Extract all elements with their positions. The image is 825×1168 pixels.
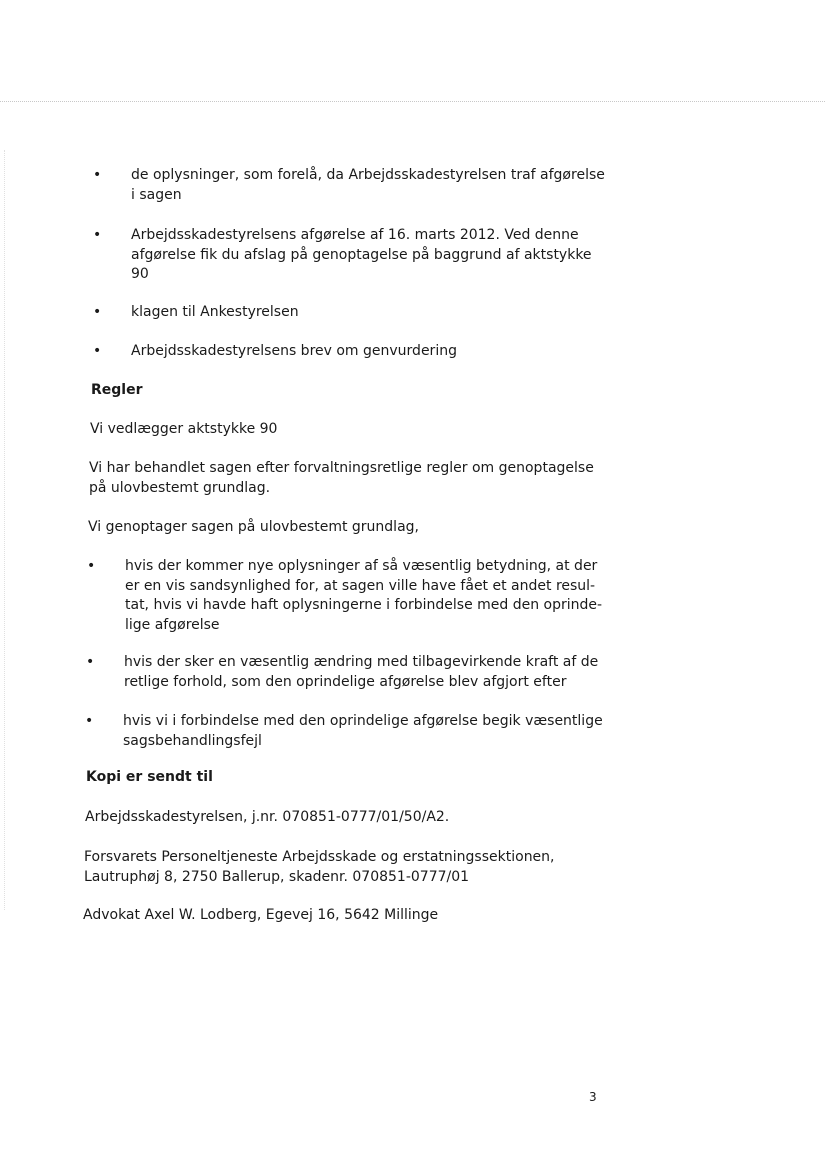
- bullet-marker: •: [87, 558, 96, 574]
- paragraph: Vi vedlægger aktstykke 90: [90, 421, 278, 437]
- section-heading-kopi: Kopi er sendt til: [86, 769, 213, 785]
- list-item: Arbejdsskadestyrelsens afgørelse af 16. marts 2012. Ved denne afgørelse fik du afslag på genoptagelse på baggrund af aktstykke 90: [131, 227, 592, 282]
- bullet-marker: •: [85, 713, 94, 729]
- list-item: klagen til Ankestyrelsen: [131, 304, 299, 320]
- bullet-marker: •: [93, 167, 102, 183]
- recipient: Advokat Axel W. Lodberg, Egevej 16, 5642 Millinge: [83, 907, 439, 923]
- list-item: hvis der sker en væsentlig ændring med tilbagevirkende kraft af de retlige forhold, som den oprindelige afgørelse blev afgjort efter: [124, 654, 599, 690]
- paragraph: Vi har behandlet sagen efter forvaltningsretlige regler om genoptagelse på ulovbestemt grundlag.: [89, 460, 594, 496]
- bullet-marker: •: [93, 227, 102, 243]
- scan-border-line: [0, 101, 825, 102]
- list-item: de oplysninger, som forelå, da Arbejdsskadestyrelsen traf afgørelse i sagen: [131, 167, 605, 203]
- scan-left-edge: [4, 150, 5, 910]
- list-item: hvis vi i forbindelse med den oprindelige afgørelse begik væsentlige sagsbehandlingsfejl: [123, 713, 603, 749]
- bullet-marker: •: [86, 654, 95, 670]
- page-number: 3: [589, 1090, 597, 1104]
- list-item: Arbejdsskadestyrelsens brev om genvurdering: [131, 343, 457, 359]
- recipient: Forsvarets Personeltjeneste Arbejdsskade og erstatningssektionen, Lautruphøj 8, 2750 Ballerup, skadenr. 070851-0777/01: [84, 849, 555, 885]
- list-item: hvis der kommer nye oplysninger af så væsentlig betydning, at der er en vis sandsynlighed for, at sagen ville have fået et andet resul- tat, hvis vi havde haft oplysningerne i forbindelse med den oprinde- lige afgørelse: [125, 558, 603, 633]
- paragraph: Vi genoptager sagen på ulovbestemt grundlag,: [88, 519, 419, 535]
- section-heading-regler: Regler: [91, 382, 143, 398]
- recipient: Arbejdsskadestyrelsen, j.nr. 070851-0777/01/50/A2.: [85, 809, 450, 825]
- bullet-marker: •: [93, 343, 102, 359]
- bullet-marker: •: [93, 304, 102, 320]
